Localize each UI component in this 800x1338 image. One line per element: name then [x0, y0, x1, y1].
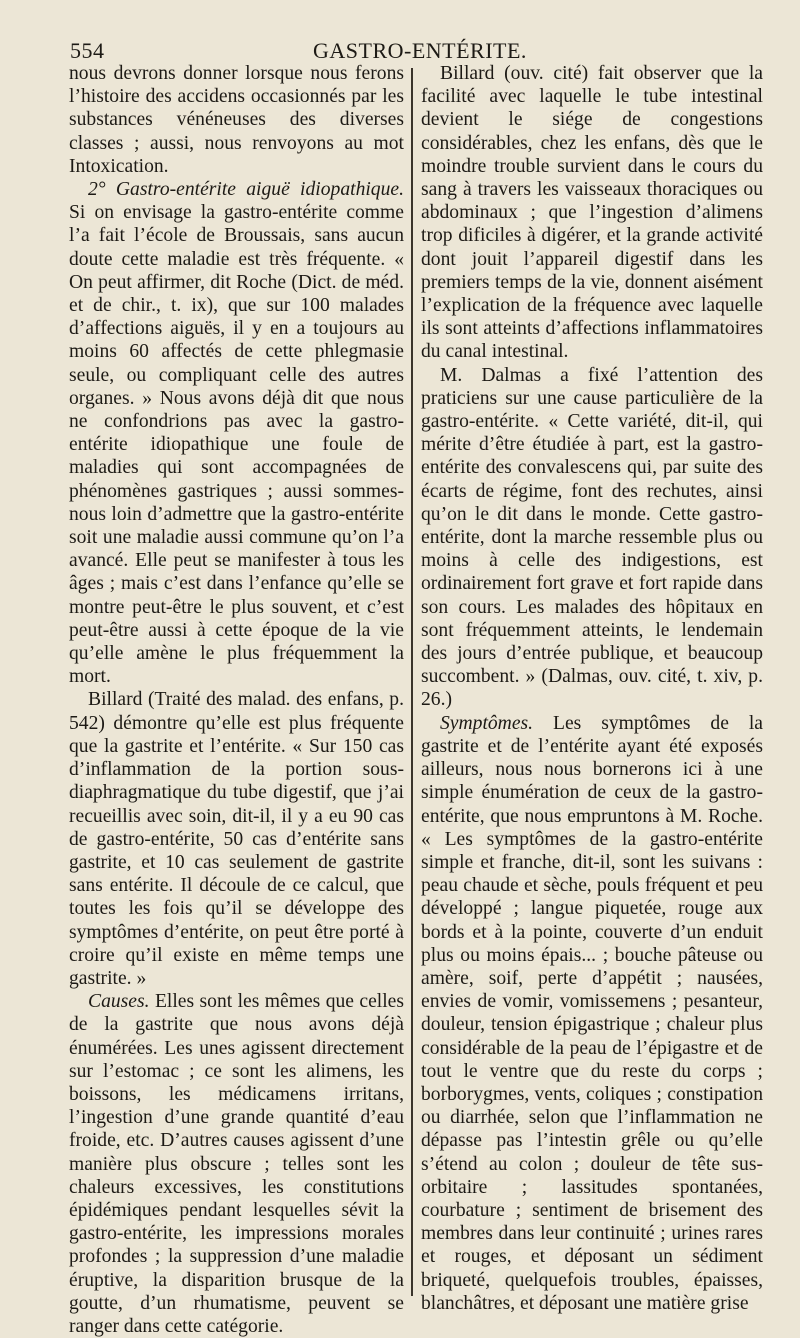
paragraph	[69, 990, 404, 1338]
paragraph-text: Les symptômes de la gastrite et de l’entérite ayant été exposés ailleurs, nous nous bornerons ici à une simple énumération de ceux de la gastro-entérite, que nous empruntons à M. Roche. « Les symptômes de la gastro-entérite simple et franche, dit-il, sont les suivans : peau chaude et sèche, pouls fréquent et peu développé ; langue piquetée, rouge aux bords et à la pointe, couverte d’un enduit plus ou moins épais... ; bouche pâteuse ou amère, soif, perte d’appétit ; nausées, envies de vomir, vomissemens ; pesanteur, douleur, tension épigastrique ; chaleur plus considérable de la peau de l’épigastre et de tout le ventre que du reste du corps ; borborygmes, vents, coliques ; constipation ou diarrhée, selon que l’inflammation ne dépasse pas l’intestin grêle ou qu’elle s’étend au colon ; douleur de tête sus-orbitaire ; lassitudes spontanées, courbature ; sentiment de brisement des membres dans leur continuité ; urines rares et rouges, et déposant un sédiment briqueté, quelquefois troubles, épaisses, blanchâtres, et déposant une matière grise	[421, 712, 763, 1314]
paragraph: M. Dalmas a fixé l’attention des praticiens sur une cause particulière de la gastro-entérite. « Cette variété, dit-il, qui mérite d’être étudiée à part, est la gastro-entérite des convalescens qui, par suite des écarts de régime, font des rechutes, ainsi qu’on le dit dans le monde. Cette gastro-entérite, dont la marche ressemble plus ou moins à celle des indigestions, est ordinairement fort grave et fort rapide dans son cours. Les malades des hôpitaux en sont fréquemment atteints, le lendemain des jours d’entrée publique, et beaucoup succombent. » (Dalmas, ouv. cité, t. xiv, p. 26.)	[421, 364, 763, 711]
section-heading: Symptômes.	[440, 712, 534, 734]
left-column	[69, 62, 404, 1338]
right-column	[421, 62, 763, 1315]
running-title: GASTRO-ENTÉRITE.	[313, 38, 527, 63]
section-heading: Causes.	[88, 991, 150, 1013]
paragraph-text: Elles sont les mêmes que celles de la gastrite que nous avons déjà énumérées. Les unes agissent directement sur l’estomac ; ce sont les alimens, les boissons, les médicamens irritans, l’ingestion d’une grande quantité d’eau froide, etc. D’autres causes agissent d’une manière plus obscure ; telles sont les chaleurs excessives, les constitutions épidémiques pendant lesquelles sévit la gastro-entérite, les impressions morales profondes ; la suppression d’une maladie éruptive, la disparition brusque de la goutte, d’un rhumatisme, peuvent se ranger dans cette catégorie.	[69, 991, 404, 1337]
paragraph: Billard (Traité des malad. des enfans, p. 542) démontre qu’elle est plus fréquente que la gastrite et l’entérite. « Sur 150 cas d’inflammation de la portion sous-diaphragmatique du tube digestif, que j’ai recueillis avec soin, dit-il, il y a eu 90 cas de gastro-entérite, 50 cas d’entérite sans gastrite, et 10 cas seulement de gastrite sans entérite. Il découle de ce calcul, que toutes les fois qu’il se développe des symptômes d’entérite, on peut être porté à croire qu’il existe en même temps une gastrite. »	[69, 689, 404, 989]
column-divider	[411, 68, 413, 1296]
paragraph	[69, 178, 404, 688]
section-heading: 2° Gastro-entérite aiguë idiopathique.	[88, 179, 404, 201]
paragraph-text: Si on envisage la gastro-entérite comme l’a fait l’école de Broussais, sans aucun doute cette maladie est très fréquente. « On peut affirmer, dit Roche (Dict. de méd. et de chir., t. ix), que sur 100 malades d’affections aiguës, il y en a toujours au moins 60 affectés de cette phlegmasie seule, ou compliquant celle des autres organes. » Nous avons déjà dit que nous ne confondrions pas avec la gastro-entérite idiopathique une foule de maladies qui sont accompagnées de phénomènes gastriques ; aussi sommes-nous loin d’admettre que la gastro-entérite soit une maladie aussi commune qu’on l’a avancé. Elle peut se manifester à tous les âges ; mais c’est dans l’enfance qu’elle se montre peut-être le plus souvent, et c’est peut-être aussi à cette époque de la vie qu’elle amène le plus fréquemment la mort.	[69, 202, 404, 688]
text-columns	[69, 62, 785, 1337]
paragraph: Billard (ouv. cité) fait observer que la facilité avec laquelle le tube intestinal devient le siége de congestions considérables, chez les enfans, dès que le moindre trouble survient dans le cours du sang à travers les vaisseaux thoraciques ou abdominaux ; que l’ingestion d’alimens trop dificiles à digérer, et la grande activité dont jouit l’appareil digestif dans les premiers temps de la vie, donnent aisément l’explication de la fréquence avec laquelle ils sont atteints d’affections inflammatoires du canal intestinal.	[421, 63, 763, 363]
page-number: 554	[70, 38, 105, 63]
paragraph	[421, 712, 763, 1315]
paragraph: nous devrons donner lorsque nous ferons l’histoire des accidens occasionnés par les substances vénéneuses des diverses classes ; aussi, nous renvoyons au mot Intoxication.	[69, 63, 404, 177]
